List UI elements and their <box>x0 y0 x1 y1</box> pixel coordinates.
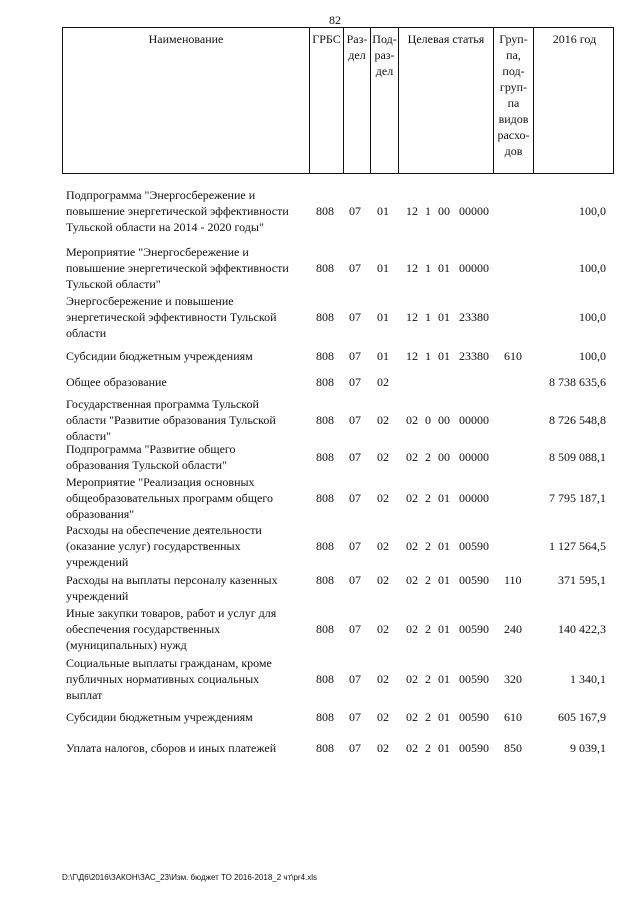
cell-sum: 1 340,1 <box>570 672 606 686</box>
cell-cs4: 23380 <box>459 349 489 363</box>
cell-cs2: 2 <box>425 573 431 587</box>
row-name: Расходы на обеспечение деятельности (оказание услуг) государственных учреждений <box>66 523 262 569</box>
cell-razd: 07 <box>349 672 361 686</box>
header-podrazdel: Под- раз- дел <box>370 28 398 173</box>
cell-vid: 240 <box>504 622 522 636</box>
row-name: Иные закупки товаров, работ и услуг для обеспечения государственных (муниципальных) нужд <box>66 606 277 652</box>
header-name: Наименование <box>148 32 224 46</box>
cell-podr: 01 <box>377 261 389 275</box>
cell-cs3: 01 <box>438 539 450 553</box>
cell-cs4: 00000 <box>459 413 489 427</box>
cell-cs2: 2 <box>425 672 431 686</box>
row-name: Социальные выплаты гражданам, кроме публичных нормативных социальных выплат <box>66 656 272 702</box>
header-year: 2016 год <box>533 28 615 173</box>
cell-cs4: 00590 <box>459 741 489 755</box>
row-name: Энергосбережение и повышение энергетической эффективности Тульской области <box>66 294 277 340</box>
cell-cs2: 2 <box>425 741 431 755</box>
cell-podr: 02 <box>377 450 389 464</box>
cell-podr: 02 <box>377 413 389 427</box>
cell-grbs: 808 <box>316 672 334 686</box>
row-name: Государственная программа Тульской области "Развитие образования Тульской области" <box>66 397 276 443</box>
cell-grbs: 808 <box>316 622 334 636</box>
cell-podr: 02 <box>377 741 389 755</box>
cell-grbs: 808 <box>316 573 334 587</box>
cell-podr: 02 <box>377 672 389 686</box>
cell-podr: 02 <box>377 491 389 505</box>
cell-vid: 110 <box>504 573 522 587</box>
cell-razd: 07 <box>349 710 361 724</box>
cell-sum: 371 595,1 <box>558 573 606 587</box>
cell-cs1: 12 <box>406 310 418 324</box>
cell-cs2: 1 <box>425 204 431 218</box>
cell-cs3: 00 <box>438 204 450 218</box>
cell-cs1: 02 <box>406 539 418 553</box>
row-name: Субсидии бюджетным учреждениям <box>66 710 253 724</box>
cell-cs1: 02 <box>406 741 418 755</box>
cell-cs3: 01 <box>438 741 450 755</box>
cell-razd: 07 <box>349 310 361 324</box>
page-number: 82 <box>329 13 341 27</box>
cell-cs4: 00000 <box>459 204 489 218</box>
cell-cs3: 01 <box>438 622 450 636</box>
row-name: Подпрограмма "Энергосбережение и повышение энергетической эффективности Тульской области на 2014 - 2020 годы" <box>66 188 289 234</box>
cell-grbs: 808 <box>316 491 334 505</box>
cell-vid: 610 <box>504 710 522 724</box>
cell-cs4: 00000 <box>459 450 489 464</box>
cell-sum: 8 726 548,8 <box>549 413 606 427</box>
cell-vid: 320 <box>504 672 522 686</box>
cell-sum: 8 509 088,1 <box>549 450 606 464</box>
cell-cs3: 01 <box>438 310 450 324</box>
cell-cs1: 12 <box>406 204 418 218</box>
cell-cs4: 00590 <box>459 573 489 587</box>
cell-cs2: 2 <box>425 539 431 553</box>
cell-razd: 07 <box>349 622 361 636</box>
cell-sum: 9 039,1 <box>570 741 606 755</box>
cell-cs4: 00590 <box>459 672 489 686</box>
cell-cs3: 01 <box>438 573 450 587</box>
cell-grbs: 808 <box>316 349 334 363</box>
cell-cs3: 01 <box>438 672 450 686</box>
cell-grbs: 808 <box>316 539 334 553</box>
cell-cs1: 12 <box>406 349 418 363</box>
cell-cs4: 00590 <box>459 710 489 724</box>
cell-cs3: 01 <box>438 710 450 724</box>
cell-cs3: 00 <box>438 450 450 464</box>
cell-podr: 02 <box>377 375 389 389</box>
cell-cs2: 1 <box>425 310 431 324</box>
cell-cs1: 02 <box>406 413 418 427</box>
row-name: Субсидии бюджетным учреждениям <box>66 349 253 363</box>
header-grbs: ГРБС <box>309 28 343 173</box>
cell-cs2: 2 <box>425 491 431 505</box>
cell-podr: 01 <box>377 349 389 363</box>
header-vid-rashodov: Груп- па, под- груп- па видов расхо- дов <box>493 28 533 173</box>
cell-cs2: 2 <box>425 450 431 464</box>
cell-cs3: 01 <box>438 261 450 275</box>
cell-cs4: 00000 <box>459 261 489 275</box>
cell-sum: 100,0 <box>579 204 606 218</box>
cell-sum: 140 422,3 <box>558 622 606 636</box>
cell-cs1: 02 <box>406 450 418 464</box>
file-path-footer: D:\Г\Д6\2016\ЗАКОН\ЗАС_23\Изм. бюджет ТО 2016-2018_2 чт\pr4.xls <box>62 873 318 882</box>
cell-sum: 8 738 635,6 <box>549 375 606 389</box>
cell-grbs: 808 <box>316 375 334 389</box>
header-celevaya-statya: Целевая статья <box>398 28 493 173</box>
cell-razd: 07 <box>349 375 361 389</box>
cell-sum: 605 167,9 <box>558 710 606 724</box>
row-name: Подпрограмма "Развитие общего образования Тульской области" <box>66 442 236 472</box>
cell-vid: 850 <box>504 741 522 755</box>
cell-razd: 07 <box>349 741 361 755</box>
cell-razd: 07 <box>349 261 361 275</box>
cell-grbs: 808 <box>316 261 334 275</box>
cell-cs1: 02 <box>406 491 418 505</box>
cell-razd: 07 <box>349 491 361 505</box>
cell-grbs: 808 <box>316 710 334 724</box>
cell-grbs: 808 <box>316 450 334 464</box>
cell-cs3: 00 <box>438 413 450 427</box>
cell-cs2: 1 <box>425 261 431 275</box>
row-name: Мероприятие "Энергосбережение и повышение энергетической эффективности Тульской области" <box>66 245 289 291</box>
cell-cs3: 01 <box>438 491 450 505</box>
row-name: Мероприятие "Реализация основных общеобразовательных программ общего образования" <box>66 475 273 521</box>
cell-podr: 02 <box>377 539 389 553</box>
cell-cs2: 2 <box>425 710 431 724</box>
cell-cs2: 1 <box>425 349 431 363</box>
cell-cs1: 02 <box>406 573 418 587</box>
cell-grbs: 808 <box>316 310 334 324</box>
cell-razd: 07 <box>349 573 361 587</box>
row-name: Уплата налогов, сборов и иных платежей <box>66 741 277 755</box>
cell-sum: 100,0 <box>579 261 606 275</box>
cell-cs4: 23380 <box>459 310 489 324</box>
row-name: Расходы на выплаты персоналу казенных учреждений <box>66 573 278 603</box>
cell-cs4: 00590 <box>459 622 489 636</box>
cell-grbs: 808 <box>316 741 334 755</box>
row-name: Общее образование <box>66 375 167 389</box>
header-razdel: Раз- дел <box>343 28 370 173</box>
cell-sum: 1 127 564,5 <box>549 539 606 553</box>
cell-cs1: 12 <box>406 261 418 275</box>
cell-podr: 02 <box>377 573 389 587</box>
cell-cs1: 02 <box>406 672 418 686</box>
cell-sum: 100,0 <box>579 310 606 324</box>
cell-podr: 02 <box>377 622 389 636</box>
cell-cs1: 02 <box>406 710 418 724</box>
cell-cs2: 0 <box>425 413 431 427</box>
cell-vid: 610 <box>504 349 522 363</box>
cell-podr: 01 <box>377 310 389 324</box>
cell-razd: 07 <box>349 349 361 363</box>
cell-podr: 01 <box>377 204 389 218</box>
cell-razd: 07 <box>349 539 361 553</box>
cell-razd: 07 <box>349 450 361 464</box>
cell-razd: 07 <box>349 204 361 218</box>
cell-cs2: 2 <box>425 622 431 636</box>
cell-cs4: 00000 <box>459 491 489 505</box>
cell-grbs: 808 <box>316 413 334 427</box>
cell-cs3: 01 <box>438 349 450 363</box>
cell-sum: 100,0 <box>579 349 606 363</box>
cell-cs4: 00590 <box>459 539 489 553</box>
cell-razd: 07 <box>349 413 361 427</box>
cell-sum: 7 795 187,1 <box>549 491 606 505</box>
cell-cs1: 02 <box>406 622 418 636</box>
cell-grbs: 808 <box>316 204 334 218</box>
cell-podr: 02 <box>377 710 389 724</box>
